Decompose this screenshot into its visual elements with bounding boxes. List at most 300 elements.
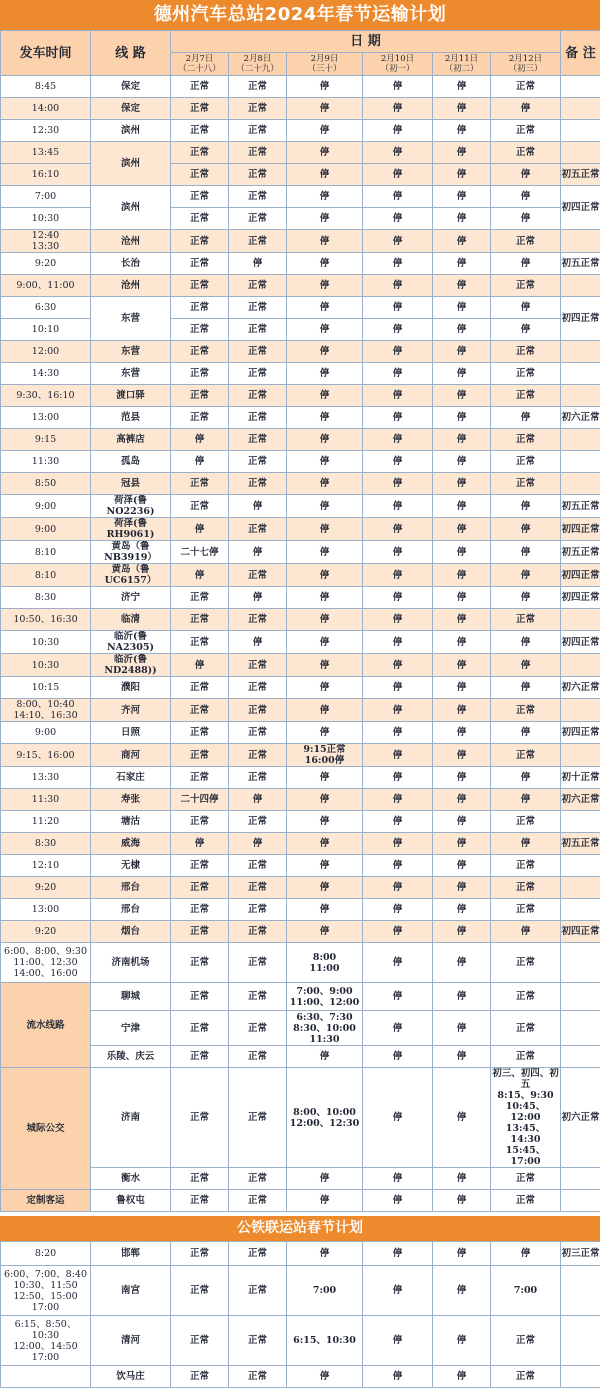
status-cell: 正常 xyxy=(171,473,229,495)
status-cell: 正常 xyxy=(171,1068,229,1168)
status-cell: 停 xyxy=(433,385,491,407)
status-cell: 停 xyxy=(287,319,363,341)
status-cell: 正常 xyxy=(229,186,287,208)
table-row xyxy=(1,341,600,363)
time-cell: 10:30 xyxy=(1,631,91,654)
time-cell: 6:15、8:50、10:30 12:00、14:50 17:00 xyxy=(1,1316,91,1366)
note-cell xyxy=(561,385,600,407)
status-cell: 停 xyxy=(363,899,433,921)
status-cell: 停 xyxy=(171,451,229,473)
status-cell: 正常 xyxy=(491,1011,561,1046)
status-cell: 停 xyxy=(171,833,229,855)
status-cell: 停 xyxy=(433,98,491,120)
note-cell xyxy=(561,699,600,722)
table-row xyxy=(1,1366,600,1388)
route-cell: 临清 xyxy=(91,609,171,631)
status-cell: 停 xyxy=(287,407,363,429)
route-cell: 齐河 xyxy=(91,699,171,722)
table-row xyxy=(1,164,600,186)
status-cell: 正常 xyxy=(491,899,561,921)
status-cell: 停 xyxy=(363,473,433,495)
status-cell: 停 xyxy=(287,767,363,789)
status-cell: 停 xyxy=(363,407,433,429)
status-cell: 停 xyxy=(433,541,491,564)
table-row xyxy=(1,451,600,473)
route-cell: 饮马庄 xyxy=(91,1366,171,1388)
status-cell: 停 xyxy=(287,120,363,142)
route-cell: 东营 xyxy=(91,363,171,385)
status-cell: 正常 xyxy=(229,1366,287,1388)
time-cell: 12:30 xyxy=(1,120,91,142)
table-row xyxy=(1,76,600,98)
status-cell: 正常 xyxy=(171,1168,229,1190)
status-cell: 正常 xyxy=(171,230,229,253)
route-cell: 滨州 xyxy=(91,120,171,142)
route-cell: 冠县 xyxy=(91,473,171,495)
status-cell: 停 xyxy=(491,253,561,275)
note-cell: 初四正常 xyxy=(561,587,600,609)
table-row xyxy=(1,473,600,495)
status-cell: 正常 xyxy=(491,473,561,495)
time-cell: 12:10 xyxy=(1,855,91,877)
table-row xyxy=(1,142,600,164)
date-header: 日 期 xyxy=(171,31,561,53)
status-cell: 正常 xyxy=(229,983,287,1011)
status-cell: 停 xyxy=(363,186,433,208)
day-header: 2月11日 （初二） xyxy=(433,53,491,76)
time-cell: 10:30 xyxy=(1,654,91,677)
note-cell xyxy=(561,1168,600,1190)
status-cell: 正常 xyxy=(229,1168,287,1190)
status-cell: 正常 xyxy=(491,385,561,407)
note-cell xyxy=(561,1366,600,1388)
status-cell: 正常 xyxy=(229,609,287,631)
table-row xyxy=(1,208,600,230)
status-cell: 停 xyxy=(363,451,433,473)
status-cell: 停 xyxy=(363,164,433,186)
status-cell: 停 xyxy=(363,297,433,319)
status-cell: 停 xyxy=(363,541,433,564)
time-cell: 9:15 xyxy=(1,429,91,451)
status-cell: 停 xyxy=(491,186,561,208)
time-cell: 8:30 xyxy=(1,833,91,855)
status-cell: 正常 xyxy=(171,186,229,208)
route-cell: 长治 xyxy=(91,253,171,275)
status-cell: 停 xyxy=(491,541,561,564)
status-cell: 停 xyxy=(363,609,433,631)
time-cell: 14:30 xyxy=(1,363,91,385)
status-cell: 正常 xyxy=(171,587,229,609)
status-cell: 停 xyxy=(433,407,491,429)
time-cell: 12:00 xyxy=(1,341,91,363)
status-cell: 停 xyxy=(287,164,363,186)
route-cell: 衡水 xyxy=(91,1168,171,1190)
status-cell: 停 xyxy=(363,699,433,722)
status-cell: 正常 xyxy=(229,722,287,744)
time-cell: 8:20 xyxy=(1,1242,91,1266)
status-cell: 停 xyxy=(363,811,433,833)
status-cell: 停 xyxy=(433,208,491,230)
note-cell xyxy=(561,877,600,899)
status-cell: 停 xyxy=(363,98,433,120)
status-cell: 停 xyxy=(363,76,433,98)
status-cell: 停 xyxy=(433,1046,491,1068)
time-cell: 9:00 xyxy=(1,495,91,518)
note-cell xyxy=(561,1046,600,1068)
status-cell: 停 xyxy=(287,363,363,385)
status-cell: 停 xyxy=(433,631,491,654)
status-cell: 正常 xyxy=(229,1011,287,1046)
status-cell: 正常 xyxy=(171,341,229,363)
status-cell: 二十四停 xyxy=(171,789,229,811)
status-cell: 正常 xyxy=(229,921,287,943)
status-cell: 停 xyxy=(363,722,433,744)
status-cell: 停 xyxy=(491,407,561,429)
status-cell: 正常 xyxy=(171,983,229,1011)
status-cell: 停 xyxy=(229,833,287,855)
status-cell: 停 xyxy=(433,186,491,208)
status-cell: 正常 xyxy=(229,767,287,789)
status-cell: 停 xyxy=(287,609,363,631)
status-cell: 停 xyxy=(171,429,229,451)
status-cell: 停 xyxy=(363,495,433,518)
table-row xyxy=(1,767,600,789)
status-cell: 正常 xyxy=(229,142,287,164)
route-cell: 黄岛（鲁UC6157） xyxy=(91,564,171,587)
status-cell: 正常 xyxy=(229,811,287,833)
status-cell: 停 xyxy=(363,319,433,341)
route-cell: 渡口驿 xyxy=(91,385,171,407)
status-cell: 停 xyxy=(287,1046,363,1068)
time-cell: 8:10 xyxy=(1,541,91,564)
status-cell: 停 xyxy=(433,855,491,877)
time-cell: 6:30 xyxy=(1,297,91,319)
status-cell: 正常 xyxy=(171,1242,229,1266)
note-cell xyxy=(561,142,600,164)
status-cell: 正常 xyxy=(171,253,229,275)
status-cell: 停 xyxy=(491,164,561,186)
status-cell: 正常 xyxy=(229,699,287,722)
route-cell: 商河 xyxy=(91,744,171,767)
status-cell: 正常 xyxy=(229,275,287,297)
status-cell: 正常 xyxy=(229,564,287,587)
status-cell: 正常 xyxy=(229,877,287,899)
status-cell: 正常 xyxy=(229,899,287,921)
status-cell: 停 xyxy=(491,654,561,677)
status-cell: 停 xyxy=(229,541,287,564)
note-cell xyxy=(561,1266,600,1316)
status-cell: 停 xyxy=(363,564,433,587)
status-cell: 正常 xyxy=(491,1046,561,1068)
status-cell: 停 xyxy=(433,253,491,275)
route-header: 线 路 xyxy=(91,31,171,76)
route-cell: 范县 xyxy=(91,407,171,429)
status-cell: 二十七停 xyxy=(171,541,229,564)
note-cell: 初六正常 xyxy=(561,1068,600,1168)
status-cell: 停 xyxy=(363,943,433,983)
status-cell: 停 xyxy=(363,1046,433,1068)
table-row xyxy=(1,899,600,921)
status-cell: 停 xyxy=(171,564,229,587)
status-cell: 停 xyxy=(433,1266,491,1316)
status-cell: 停 xyxy=(433,654,491,677)
status-cell: 正常 xyxy=(229,208,287,230)
time-cell: 8:50 xyxy=(1,473,91,495)
status-cell: 正常 xyxy=(491,744,561,767)
status-cell: 正常 xyxy=(491,1168,561,1190)
route-cell: 邯郸 xyxy=(91,1242,171,1266)
status-cell: 停 xyxy=(433,1366,491,1388)
status-cell: 正常 xyxy=(171,609,229,631)
status-cell: 停 xyxy=(363,1168,433,1190)
status-cell: 7:00、9:00 11:00、12:00 xyxy=(287,983,363,1011)
status-cell: 停 xyxy=(287,833,363,855)
status-cell: 正常 xyxy=(171,120,229,142)
time-cell: 13:00 xyxy=(1,407,91,429)
status-cell: 停 xyxy=(433,722,491,744)
status-cell: 正常 xyxy=(171,1266,229,1316)
status-cell: 正常 xyxy=(491,811,561,833)
status-cell: 停 xyxy=(287,722,363,744)
note-cell xyxy=(561,230,600,253)
route-cell: 保定 xyxy=(91,98,171,120)
note-cell: 初六正常 xyxy=(561,677,600,699)
time-cell: 10:30 xyxy=(1,208,91,230)
route-cell: 滨州 xyxy=(91,142,171,186)
status-cell: 停 xyxy=(287,677,363,699)
route-cell: 塘沽 xyxy=(91,811,171,833)
status-cell: 停 xyxy=(363,253,433,275)
status-cell: 正常 xyxy=(491,983,561,1011)
status-cell: 停 xyxy=(363,677,433,699)
status-cell: 停 xyxy=(363,587,433,609)
status-cell: 停 xyxy=(287,1366,363,1388)
status-cell: 停 xyxy=(491,1242,561,1266)
status-cell: 停 xyxy=(229,587,287,609)
status-cell: 正常 xyxy=(229,451,287,473)
table-row xyxy=(1,120,600,142)
time-cell xyxy=(1,1366,91,1388)
status-cell: 停 xyxy=(363,744,433,767)
status-cell: 正常 xyxy=(229,1242,287,1266)
status-cell: 停 xyxy=(363,1011,433,1046)
status-cell: 停 xyxy=(491,518,561,541)
status-cell: 停 xyxy=(229,631,287,654)
note-cell: 初四正常 xyxy=(561,297,600,341)
status-cell: 正常 xyxy=(171,297,229,319)
table-row xyxy=(1,1046,600,1068)
time-cell: 13:45 xyxy=(1,142,91,164)
table-row xyxy=(1,363,600,385)
time-cell: 10:50、16:30 xyxy=(1,609,91,631)
time-cell: 10:15 xyxy=(1,677,91,699)
status-cell: 停 xyxy=(287,186,363,208)
status-cell: 初三、初四、初五 8:15、9:30 10:45、12:00 13:45、14:30 15:45、17:00 xyxy=(491,1068,561,1168)
status-cell: 停 xyxy=(363,1242,433,1266)
route-cell: 东营 xyxy=(91,297,171,341)
note-cell xyxy=(561,654,600,677)
status-cell: 正常 xyxy=(491,120,561,142)
status-cell: 停 xyxy=(433,983,491,1011)
status-cell: 停 xyxy=(433,943,491,983)
route-cell: 无棣 xyxy=(91,855,171,877)
status-cell: 停 xyxy=(363,921,433,943)
note-cell: 初六正常 xyxy=(561,789,600,811)
status-cell: 正常 xyxy=(229,1046,287,1068)
status-cell: 正常 xyxy=(171,744,229,767)
time-cell: 9:20 xyxy=(1,253,91,275)
note-cell xyxy=(561,943,600,983)
status-cell: 停 xyxy=(363,230,433,253)
note-cell xyxy=(561,609,600,631)
status-cell: 正常 xyxy=(171,1046,229,1068)
status-cell: 停 xyxy=(491,722,561,744)
status-cell: 停 xyxy=(433,341,491,363)
status-cell: 正常 xyxy=(171,164,229,186)
status-cell: 停 xyxy=(433,76,491,98)
status-cell: 停 xyxy=(363,142,433,164)
status-cell: 正常 xyxy=(491,855,561,877)
note-cell: 初五正常 xyxy=(561,253,600,275)
status-cell: 停 xyxy=(287,899,363,921)
status-cell: 停 xyxy=(287,877,363,899)
route-cell: 济宁 xyxy=(91,587,171,609)
status-cell: 正常 xyxy=(171,98,229,120)
route-cell: 石家庄 xyxy=(91,767,171,789)
status-cell: 正常 xyxy=(229,363,287,385)
section2-title: 公铁联运站春节计划 xyxy=(0,1216,600,1241)
status-cell: 停 xyxy=(363,429,433,451)
status-cell: 停 xyxy=(433,363,491,385)
status-cell: 正常 xyxy=(171,855,229,877)
table-row xyxy=(1,1068,600,1168)
status-cell: 停 xyxy=(491,677,561,699)
status-cell: 停 xyxy=(287,230,363,253)
status-cell: 停 xyxy=(287,429,363,451)
status-cell: 正常 xyxy=(491,943,561,983)
route-cell: 黄岛（鲁NB3919） xyxy=(91,541,171,564)
status-cell: 停 xyxy=(363,208,433,230)
status-cell: 停 xyxy=(433,1068,491,1168)
status-cell: 9:15正常 16:00停 xyxy=(287,744,363,767)
table-row xyxy=(1,1011,600,1046)
status-cell: 7:00 xyxy=(287,1266,363,1316)
table-row xyxy=(1,789,600,811)
status-cell: 停 xyxy=(287,473,363,495)
schedule-table xyxy=(0,30,600,1212)
status-cell: 正常 xyxy=(491,429,561,451)
status-cell: 正常 xyxy=(171,407,229,429)
note-cell: 初四正常 xyxy=(561,564,600,587)
time-cell: 14:00 xyxy=(1,98,91,120)
route-cell: 滨州 xyxy=(91,186,171,230)
status-cell: 停 xyxy=(433,699,491,722)
status-cell: 停 xyxy=(363,767,433,789)
time-cell: 12:40 13:30 xyxy=(1,230,91,253)
status-cell: 正常 xyxy=(491,1366,561,1388)
status-cell: 停 xyxy=(287,564,363,587)
time-cell: 11:30 xyxy=(1,451,91,473)
status-cell: 正常 xyxy=(171,877,229,899)
table-row xyxy=(1,98,600,120)
status-cell: 正常 xyxy=(171,631,229,654)
day-header: 2月10日 （初一） xyxy=(363,53,433,76)
route-cell: 乐陵、庆云 xyxy=(91,1046,171,1068)
status-cell: 正常 xyxy=(171,722,229,744)
time-cell: 9:00 xyxy=(1,518,91,541)
status-cell: 停 xyxy=(287,921,363,943)
table-row xyxy=(1,677,600,699)
time-cell: 8:00、10:40 14:10、16:30 xyxy=(1,699,91,722)
section2-table xyxy=(0,1241,600,1388)
status-cell: 停 xyxy=(229,789,287,811)
status-cell: 停 xyxy=(491,98,561,120)
note-cell: 初五正常 xyxy=(561,541,600,564)
status-cell: 停 xyxy=(433,1168,491,1190)
route-cell: 烟台 xyxy=(91,921,171,943)
status-cell: 正常 xyxy=(229,98,287,120)
table-row xyxy=(1,1242,600,1266)
status-cell: 正常 xyxy=(171,899,229,921)
status-cell: 正常 xyxy=(491,877,561,899)
status-cell: 停 xyxy=(363,275,433,297)
status-cell: 停 xyxy=(287,654,363,677)
table-row xyxy=(1,654,600,677)
table-row xyxy=(1,811,600,833)
route-cell: 东营 xyxy=(91,341,171,363)
note-cell xyxy=(561,811,600,833)
status-cell: 正常 xyxy=(229,1316,287,1366)
route-cell: 日照 xyxy=(91,722,171,744)
status-cell: 停 xyxy=(433,451,491,473)
status-cell: 正常 xyxy=(491,451,561,473)
status-cell: 停 xyxy=(363,120,433,142)
table-row xyxy=(1,1266,600,1316)
status-cell: 正常 xyxy=(229,654,287,677)
status-cell: 正常 xyxy=(229,230,287,253)
time-cell: 7:00 xyxy=(1,186,91,208)
table-row xyxy=(1,855,600,877)
table-row xyxy=(1,429,600,451)
note-cell: 初四正常 xyxy=(561,631,600,654)
time-cell: 11:20 xyxy=(1,811,91,833)
status-cell: 正常 xyxy=(229,429,287,451)
status-cell: 停 xyxy=(433,120,491,142)
table-row xyxy=(1,877,600,899)
note-cell xyxy=(561,473,600,495)
status-cell: 停 xyxy=(363,518,433,541)
status-cell: 正常 xyxy=(171,385,229,407)
status-cell: 正常 xyxy=(171,363,229,385)
note-cell: 初四正常 xyxy=(561,722,600,744)
table-row xyxy=(1,631,600,654)
table-row xyxy=(1,541,600,564)
status-cell: 停 xyxy=(287,699,363,722)
time-cell: 定制客运 xyxy=(1,1190,91,1212)
status-cell: 正常 xyxy=(229,855,287,877)
status-cell: 停 xyxy=(363,631,433,654)
route-cell: 沧州 xyxy=(91,275,171,297)
status-cell: 停 xyxy=(433,275,491,297)
status-cell: 停 xyxy=(363,833,433,855)
status-cell: 停 xyxy=(491,297,561,319)
status-cell: 正常 xyxy=(229,120,287,142)
status-cell: 停 xyxy=(433,1011,491,1046)
note-cell xyxy=(561,899,600,921)
route-cell: 荷泽(鲁RH9061) xyxy=(91,518,171,541)
time-cell: 9:20 xyxy=(1,877,91,899)
table-row xyxy=(1,385,600,407)
